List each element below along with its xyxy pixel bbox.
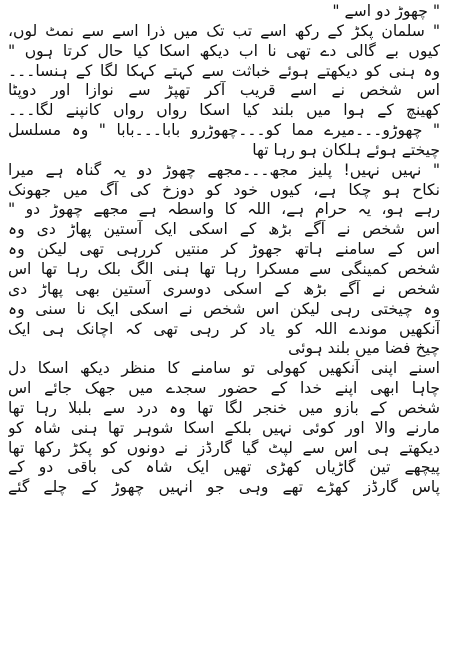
text-line-5: اس شخص نے اسے قریب آکر تھپڑ سے نوازا اور دوپٹا xyxy=(8,81,440,100)
text-line-25: پاس گارڈز کھڑے تھے وہی جو انہیں چھوڑ کے چلے گئے xyxy=(8,478,440,497)
text-line-7: " چھوڑو۔۔۔میرے مما کو۔۔۔چھوڑرو بابا۔۔۔بابا " وہ مسلسل xyxy=(8,121,440,140)
text-line-2: " سلمان پکڑ کے رکھ اسے تب تک میں ذرا اسے سے نمٹ لوں، xyxy=(8,21,440,40)
text-line-23: دیکھتے ہی اس سے لپٹ گیا گارڈز نے دونوں کو پکڑ رکھا تھا xyxy=(8,438,440,457)
text-line-17: آنکھیں موندے اللہ کو یاد کر رہی تھی کہ اچانک ہی ایک xyxy=(8,319,440,338)
text-line-6: کھینچ کے ہوا میں بلند کیا اسکا رواں رواں کانپنے لگا۔۔۔ xyxy=(8,101,440,120)
text-line-15: شخص نے آگے بڑھ کے اسکی دوسری آستین بھی پھاڑ دی xyxy=(8,279,440,298)
text-line-20: چاہا ابھی اپنے خدا کے حضور سجدے میں جھک جائے اس xyxy=(8,379,440,398)
text-line-8: چیختے ہوئے ہلکان ہو رہا تھا xyxy=(252,140,440,159)
text-line-21: شخص کے بازو میں خنجر لگا تھا وہ درد سے بلبلا رہا تھا xyxy=(8,398,440,417)
text-line-1: " چھوڑ دو اسے " xyxy=(332,2,440,20)
text-line-9: " نہیں نہیں! پلیز مجھ۔۔۔مجھے چھوڑ دو یہ گناہ ہے میرا xyxy=(8,160,440,179)
text-line-4: وہ ہنی کو دیکھتے ہوئے خباثت سے کہتے کہکا لگا کے ہنسا۔۔۔ xyxy=(8,61,440,80)
text-line-16: وہ چیختی رہی لیکن اس شخص نے اسکی ایک نا سنی وہ xyxy=(8,299,440,318)
text-line-12: اس شخص نے آگے بڑھ کے اسکی ایک آستین پھاڑ دی وہ xyxy=(8,220,440,239)
text-line-24: پیچھے تین گاڑیاں کھڑی تھیں ایک شاہ کی باقی دو کے xyxy=(8,458,440,477)
text-line-18: چیخ فضا میں بلند ہوئی xyxy=(288,339,440,358)
text-line-3: کیوں بے گالی دے تھی نا اب دیکھ اسکا کیا حال کرتا ہوں " xyxy=(8,41,440,60)
text-line-11: رہے ہو، یہ حرام ہے، اللہ کا واسطہ ہے مجھے چھوڑ دو " xyxy=(8,200,440,219)
text-line-22: مارنے والا اور کوئی نہیں بلکے اسکا شوہر تھا ہنی شاہ کو xyxy=(8,418,440,437)
text-line-19: اسنے اپنی آنکھیں کھولی تو سامنے کا منظر دیکھ اسکا دل xyxy=(8,359,440,378)
text-line-10: نکاح ہو چکا ہے، کیوں خود کو دوزخ کی آگ میں جھونک xyxy=(8,180,440,199)
text-line-14: شخص کمینگی سے مسکرا رہا تھا ہنی الگ بلک رہا تھا اس xyxy=(8,259,440,278)
text-line-13: اس کے سامنے ہاتھ جھوڑ کر منتیں کررہی تھی لیکن وہ xyxy=(8,240,440,259)
